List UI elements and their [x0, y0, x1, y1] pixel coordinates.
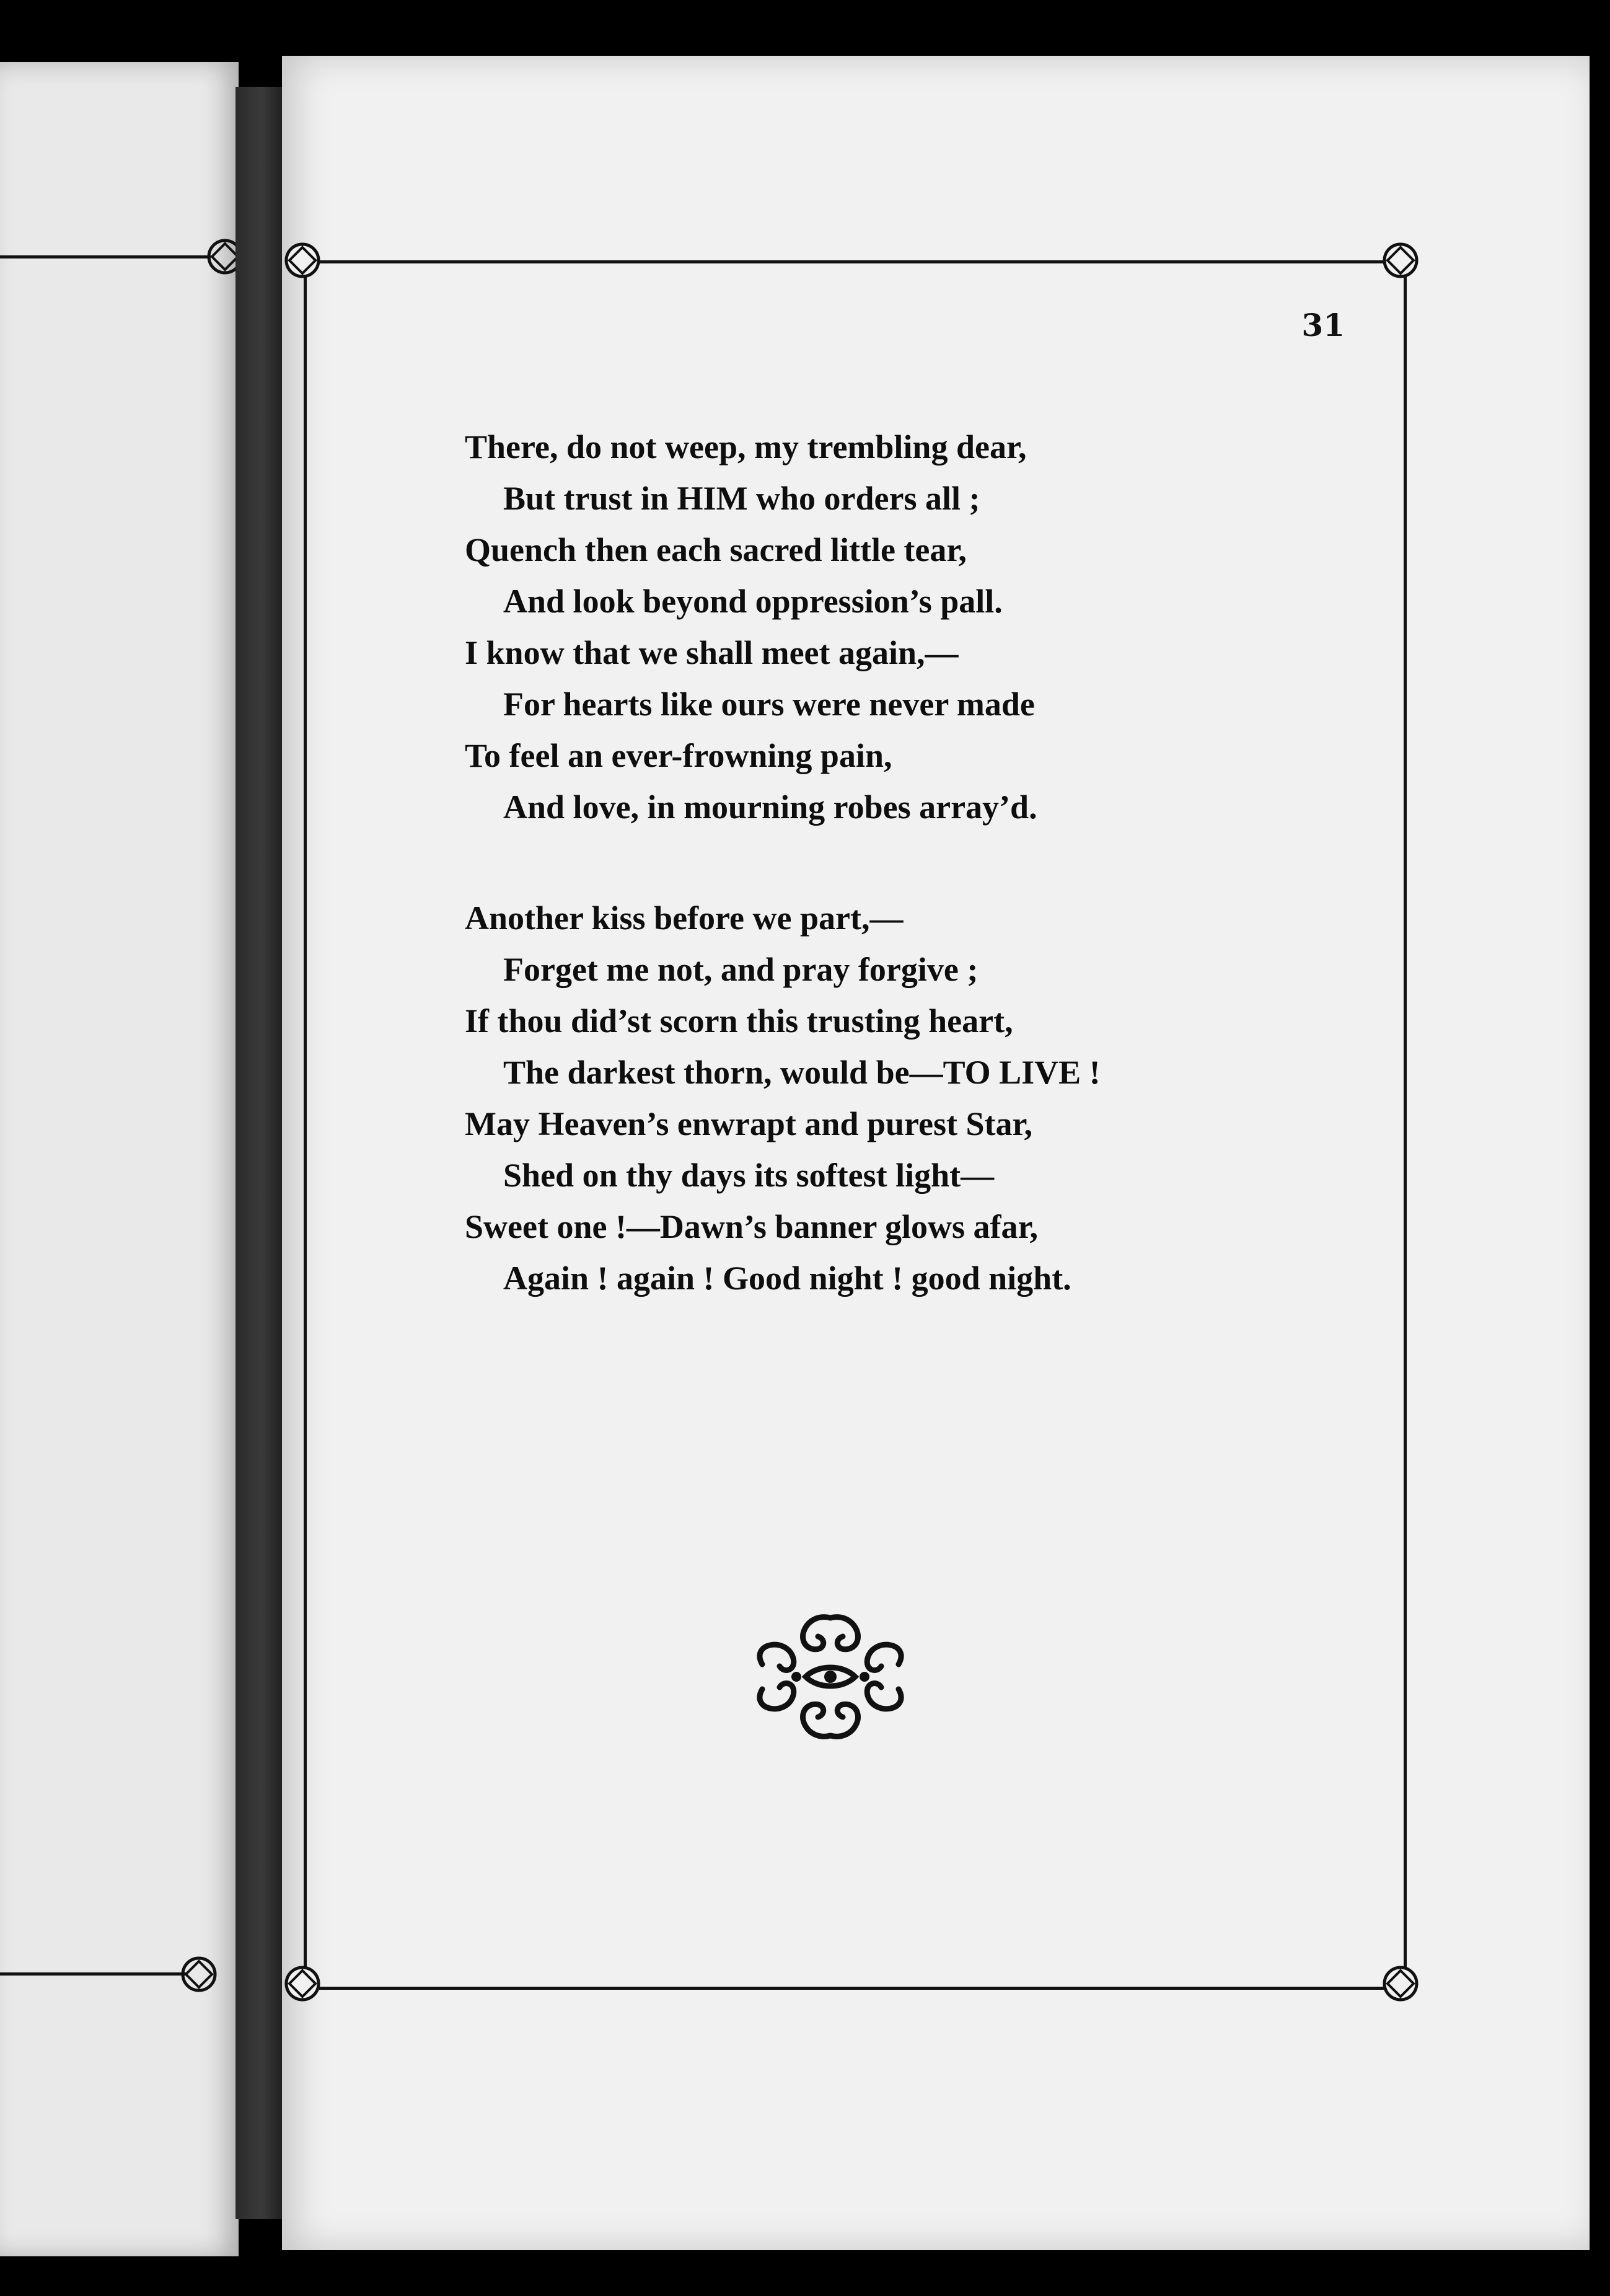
corner-ornament-icon — [282, 240, 323, 281]
poem-line: And love, in mourning robes array’d. — [503, 788, 1037, 826]
stanza-1 — [465, 422, 1037, 833]
poem-line: If thou did’st scorn this trusting heart, — [465, 1002, 1013, 1040]
page-border-frame — [304, 260, 1407, 1990]
page-gutter — [235, 87, 288, 2219]
corner-ornament-icon — [1380, 1963, 1421, 2004]
poem-line: Sweet one !—Dawn’s banner glows afar, — [465, 1208, 1039, 1245]
poem-line: There, do not weep, my trembling dear, — [465, 428, 1027, 466]
poem-line: Quench then each sacred little tear, — [465, 531, 967, 568]
fleuron-ornament-icon — [737, 1605, 923, 1748]
poem-line: May Heaven’s enwrapt and purest Star, — [465, 1105, 1033, 1142]
corner-ornament-icon — [1380, 240, 1421, 281]
poem-line: Forget me not, and pray forgive ; — [503, 951, 979, 988]
facing-page-top-border — [0, 255, 211, 258]
corner-ornament-icon — [178, 1954, 219, 1995]
poem-line: And look beyond oppression’s pall. — [503, 583, 1003, 620]
poem-line: Shed on thy days its softest light— — [503, 1157, 995, 1194]
facing-page-bottom-border — [0, 1972, 186, 1976]
poem-line: Again ! again ! Good night ! good night. — [503, 1260, 1071, 1297]
page-number: 31 — [1301, 307, 1345, 343]
poem-line: The darkest thorn, would be—TO LIVE ! — [503, 1054, 1101, 1091]
poem-line: For hearts like ours were never made — [503, 686, 1035, 723]
book-page — [282, 56, 1590, 2250]
poem-line: I know that we shall meet again,— — [465, 634, 959, 671]
poem-line: But trust in HIM who orders all ; — [503, 480, 980, 517]
facing-page — [0, 62, 239, 2256]
poem-line: To feel an ever-frowning pain, — [465, 737, 892, 774]
poem-line: Another kiss before we part,— — [465, 899, 904, 937]
corner-ornament-icon — [282, 1963, 323, 2004]
stanza-2 — [465, 893, 1101, 1304]
